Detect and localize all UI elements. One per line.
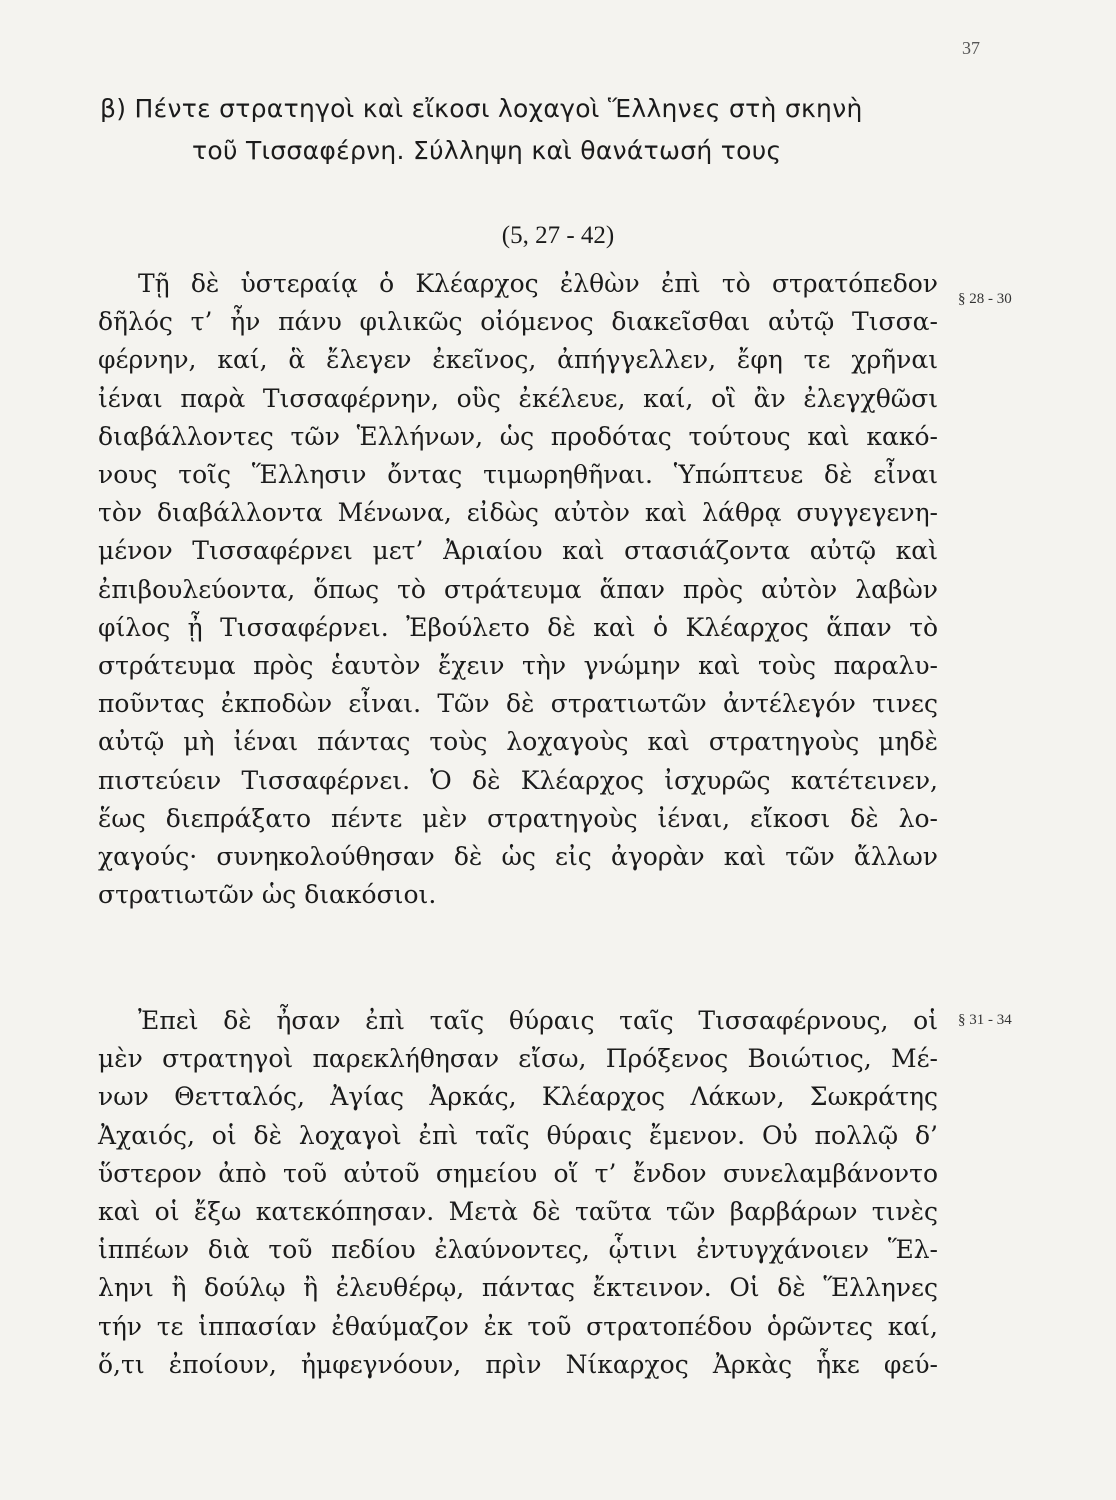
text-line: στρατιωτῶν ὡς διακόσιοι. bbox=[98, 880, 437, 910]
text-line: διαβάλλοντες τῶν Ἑλλήνων, ὡς προδότας τούτους καὶ κακό- bbox=[98, 421, 938, 451]
margin-note-31-34: § 31 - 34 bbox=[958, 1012, 1012, 1028]
text-line: ἱππέων διὰ τοῦ πεδίου ἐλαύνοντες, ᾧτινι ἐντυγχάνοιεν Ἕλ- bbox=[98, 1235, 938, 1265]
text-line: χαγούς· συνηκολούθησαν δὲ ὡς εἰς ἀγορὰν καὶ τῶν ἄλλων bbox=[98, 842, 938, 872]
text-line: ἕως διεπράξατο πέντε μὲν στρατηγοὺς ἰέναι, εἴκοσι δὲ λο- bbox=[98, 803, 938, 833]
text-line: νους τοῖς Ἕλλησιν ὄντας τιμωρηθῆναι. Ὑπώπτευε δὲ εἶναι bbox=[98, 460, 938, 490]
text-line: Ἀχαιός, οἱ δὲ λοχαγοὶ ἐπὶ ταῖς θύραις ἔμενον. Οὐ πολλῷ δ’ bbox=[98, 1120, 938, 1150]
section-heading-line-1: β) Πέντε στρατηγοὶ καὶ εἴκοσι λοχαγοὶ Ἕλληνες στὴ σκηνὴ bbox=[100, 94, 863, 123]
section-heading bbox=[100, 88, 960, 172]
passage-reference: (5, 27 - 42) bbox=[501, 222, 615, 249]
text-line: τὸν διαβάλλοντα Μένωνα, εἰδὼς αὐτὸν καὶ λάθρᾳ συγγεγενη- bbox=[98, 498, 938, 528]
margin-note-28-30: § 28 - 30 bbox=[958, 291, 1012, 307]
text-line: ὅ,τι ἐποίουν, ἠμφεγνόουν, πρὶν Νίκαρχος Ἀρκὰς ἧκε φεύ- bbox=[98, 1349, 938, 1379]
paragraph-2 bbox=[98, 1002, 938, 1384]
text-line: ληνι ἢ δούλῳ ἢ ἐλευθέρῳ, πάντας ἔκτεινον. Οἱ δὲ Ἕλληνες bbox=[98, 1273, 938, 1303]
text-line: δῆλός τ’ ἦν πάνυ φιλικῶς οἰόμενος διακεῖσθαι αὐτῷ Τισσα- bbox=[98, 307, 938, 337]
paragraph-1 bbox=[98, 265, 938, 914]
text-line: φέρνην, καί, ἃ ἔλεγεν ἐκεῖνος, ἀπήγγελλεν, ἔφη τε χρῆναι bbox=[98, 345, 938, 375]
text-line: μένον Τισσαφέρνει μετ’ Ἀριαίου καὶ στασιάζοντα αὐτῷ καὶ bbox=[98, 536, 938, 566]
text-line: πιστεύειν Τισσαφέρνει. Ὁ δὲ Κλέαρχος ἰσχυρῶς κατέτεινεν, bbox=[98, 765, 938, 795]
text-line: μὲν στρατηγοὶ παρεκλήθησαν εἴσω, Πρόξενος Βοιώτιος, Μέ- bbox=[98, 1044, 938, 1074]
text-line: ὕστερον ἀπὸ τοῦ αὐτοῦ σημείου οἵ τ’ ἔνδον συνελαμβάνοντο bbox=[98, 1158, 938, 1188]
text-line: νων Θετταλός, Ἀγίας Ἀρκάς, Κλέαρχος Λάκων, Σωκράτης bbox=[98, 1082, 938, 1112]
text-line: καὶ οἱ ἔξω κατεκόπησαν. Μετὰ δὲ ταῦτα τῶν βαρβάρων τινὲς bbox=[98, 1197, 938, 1227]
text-line: Τῇ δὲ ὑστεραίᾳ ὁ Κλέαρχος ἐλθὼν ἐπὶ τὸ στρατόπεδον bbox=[138, 269, 938, 298]
text-line: τήν τε ἱππασίαν ἐθαύμαζον ἐκ τοῦ στρατοπέδου ὁρῶντες καί, bbox=[98, 1311, 938, 1341]
page-number: 37 bbox=[962, 38, 980, 58]
text-line: Ἐπεὶ δὲ ἦσαν ἐπὶ ταῖς θύραις ταῖς Τισσαφέρνους, οἱ bbox=[138, 1006, 938, 1035]
text-line: στράτευμα πρὸς ἑαυτὸν ἔχειν τὴν γνώμην καὶ τοὺς παραλυ- bbox=[98, 651, 938, 681]
text-line: ἐπιβουλεύοντα, ὅπως τὸ στράτευμα ἅπαν πρὸς αὐτὸν λαβὼν bbox=[98, 574, 938, 604]
text-line: ἰέναι παρὰ Τισσαφέρνην, οὓς ἐκέλευε, καί, οἳ ἂν ἐλεγχθῶσι bbox=[98, 383, 938, 413]
text-line: αὐτῷ μὴ ἰέναι πάντας τοὺς λοχαγοὺς καὶ στρατηγοὺς μηδὲ bbox=[98, 727, 938, 757]
section-heading-line-2: τοῦ Τισσαφέρνη. Σύλληψη καὶ θανάτωσή τους bbox=[192, 136, 782, 165]
text-line: ποῦντας ἐκποδὼν εἶναι. Τῶν δὲ στρατιωτῶν ἀντέλεγόν τινες bbox=[98, 689, 938, 719]
text-line: φίλος ᾖ Τισσαφέρνει. Ἐβούλετο δὲ καὶ ὁ Κλέαρχος ἅπαν τὸ bbox=[98, 612, 938, 642]
